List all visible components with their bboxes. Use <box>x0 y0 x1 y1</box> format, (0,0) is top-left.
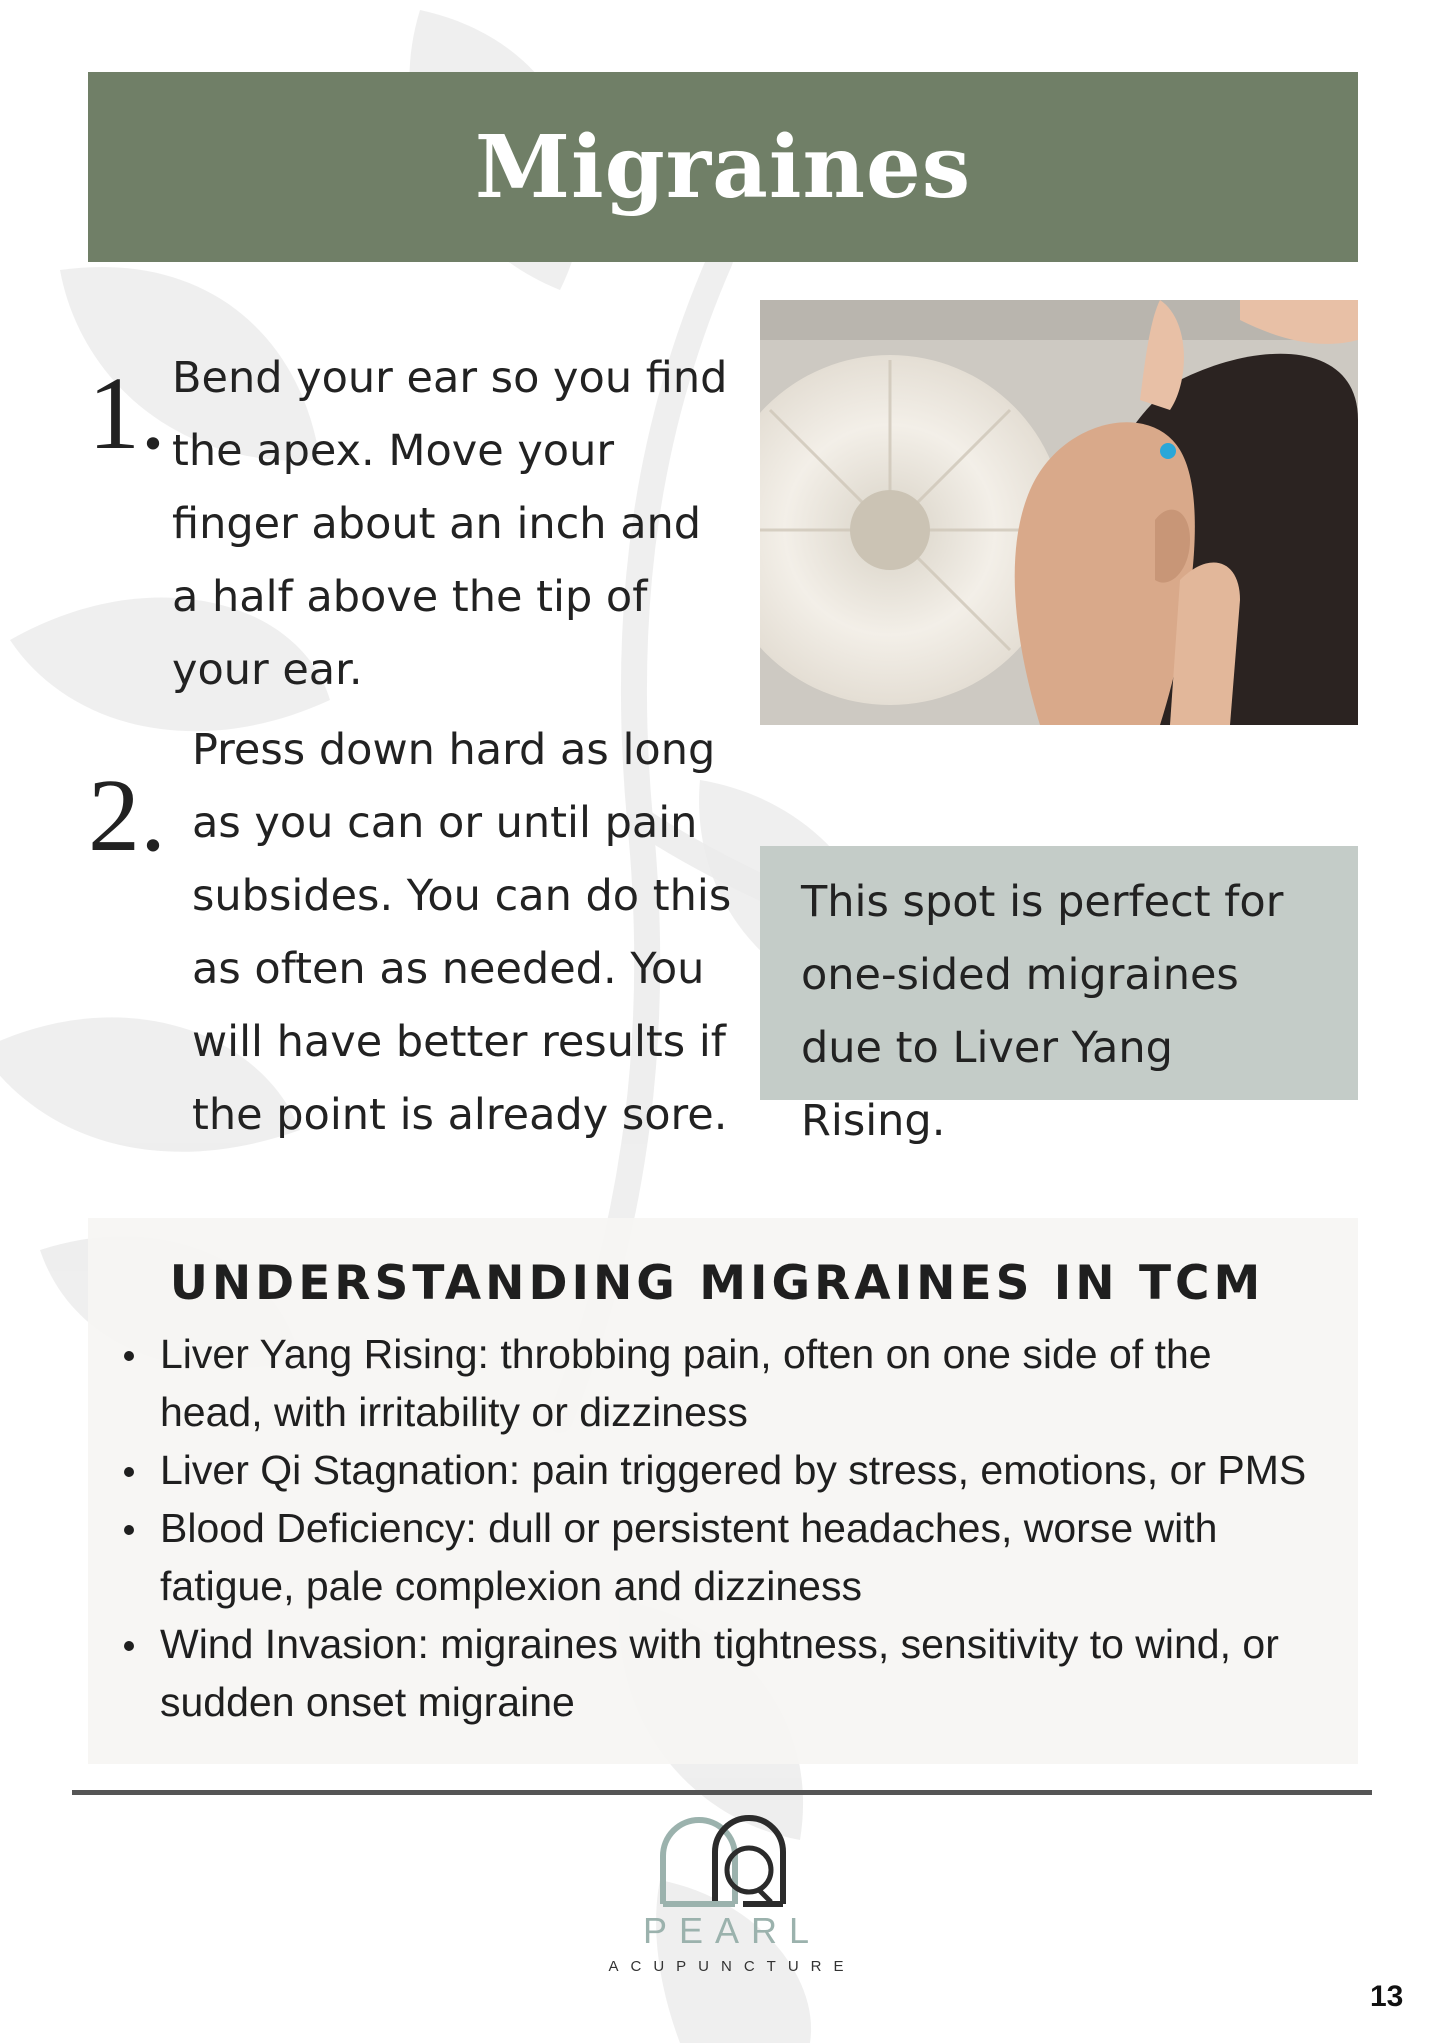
step-1-text: Bend your ear so you find the apex. Move your finger about an inch and a half above the tip of your ear. <box>172 353 728 695</box>
list-item: Liver Yang Rising: throbbing pain, often on one side of the head, with irritability or dizziness <box>116 1325 1318 1441</box>
logo-tagline: ACUPUNCTURE <box>608 1958 856 1975</box>
acupoint-marker <box>1160 443 1176 459</box>
tcm-list <box>116 1325 1318 1731</box>
page-title: Migraines <box>474 116 972 218</box>
list-item: Liver Qi Stagnation: pain triggered by stress, emotions, or PMS <box>116 1441 1318 1499</box>
step-2 <box>88 714 732 1152</box>
title-banner <box>88 72 1358 262</box>
step-2-text: Press down hard as long as you can or until pain subsides. You can do this as often as needed. You will have better results if the point is already sore. <box>192 725 732 1140</box>
tcm-info-box <box>88 1218 1358 1764</box>
list-item: Wind Invasion: migraines with tightness, sensitivity to wind, or sudden onset migraine <box>116 1615 1318 1731</box>
pearl-acupuncture-logo <box>596 1808 856 1988</box>
note-box <box>760 846 1358 1146</box>
step-1 <box>88 342 732 707</box>
footer-divider <box>72 1790 1372 1795</box>
ear-acupoint-photo <box>760 300 1358 725</box>
logo-mark-icon <box>651 1808 801 1908</box>
step-1-number: 1. <box>88 356 166 471</box>
list-item: Blood Deficiency: dull or persistent headaches, worse with fatigue, pale complexion and dizziness <box>116 1499 1318 1615</box>
step-2-number: 2. <box>88 758 166 873</box>
page-number: 13 <box>1370 1980 1404 2013</box>
note-text: This spot is perfect for one-sided migraines due to Liver Yang Rising. <box>801 877 1284 1146</box>
logo-name: PEARL <box>642 1910 822 1951</box>
tcm-heading: UNDERSTANDING MIGRAINES IN TCM <box>169 1256 1265 1311</box>
